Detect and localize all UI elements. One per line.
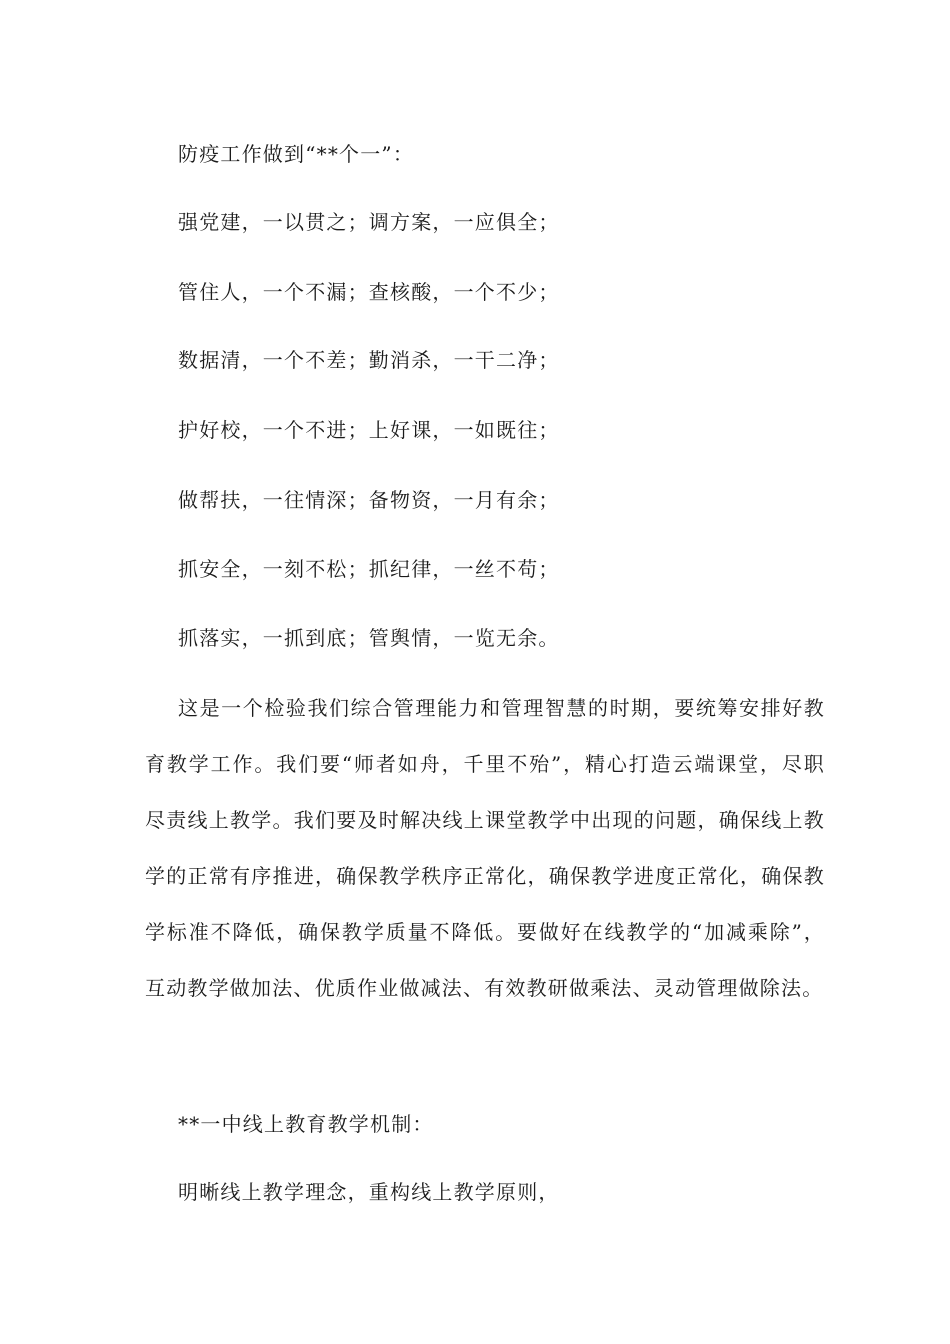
slogan-line: 抓落实，一抓到底；管舆情，一览无余。	[178, 626, 560, 650]
slogan-line: 抓安全，一刻不松；抓纪律，一丝不苟；	[178, 557, 560, 581]
slogan-line: 管住人，一个不漏；查核酸，一个不少；	[178, 280, 560, 304]
slogan-line: 做帮扶，一往情深；备物资，一月有余；	[178, 488, 560, 512]
slogan-line: 强党建，一以贯之；调方案，一应俱全；	[178, 210, 560, 234]
slogan-line: 护好校，一个不进；上好课，一如既往；	[178, 418, 560, 442]
body-paragraph: 这是一个检验我们综合管理能力和管理智慧的时期，要统筹安排好教育教学工作。我们要“师者如舟，千里不殆”，精心打造云端课堂，尽职尽责线上教学。我们要及时解决线上课堂教学中出现的问题，确保线上教学的正常有序推进，确保教学秩序正常化，确保教学进度正常化，确保教学标准不降低，确保教学质量不降低。要做好在线教学的“加减乘除”，互动教学做加法、优质作业做减法、有效教研做乘法、灵动管理做除法。	[145, 696, 825, 1000]
body-line: 明晰线上教学理念，重构线上教学原则，	[178, 1180, 560, 1204]
document-heading: 防疫工作做到“**个一”：	[178, 142, 415, 166]
slogan-line: 数据清，一个不差；勤消杀，一干二净；	[178, 348, 560, 372]
section-subheading: **一中线上教育教学机制：	[178, 1112, 434, 1136]
